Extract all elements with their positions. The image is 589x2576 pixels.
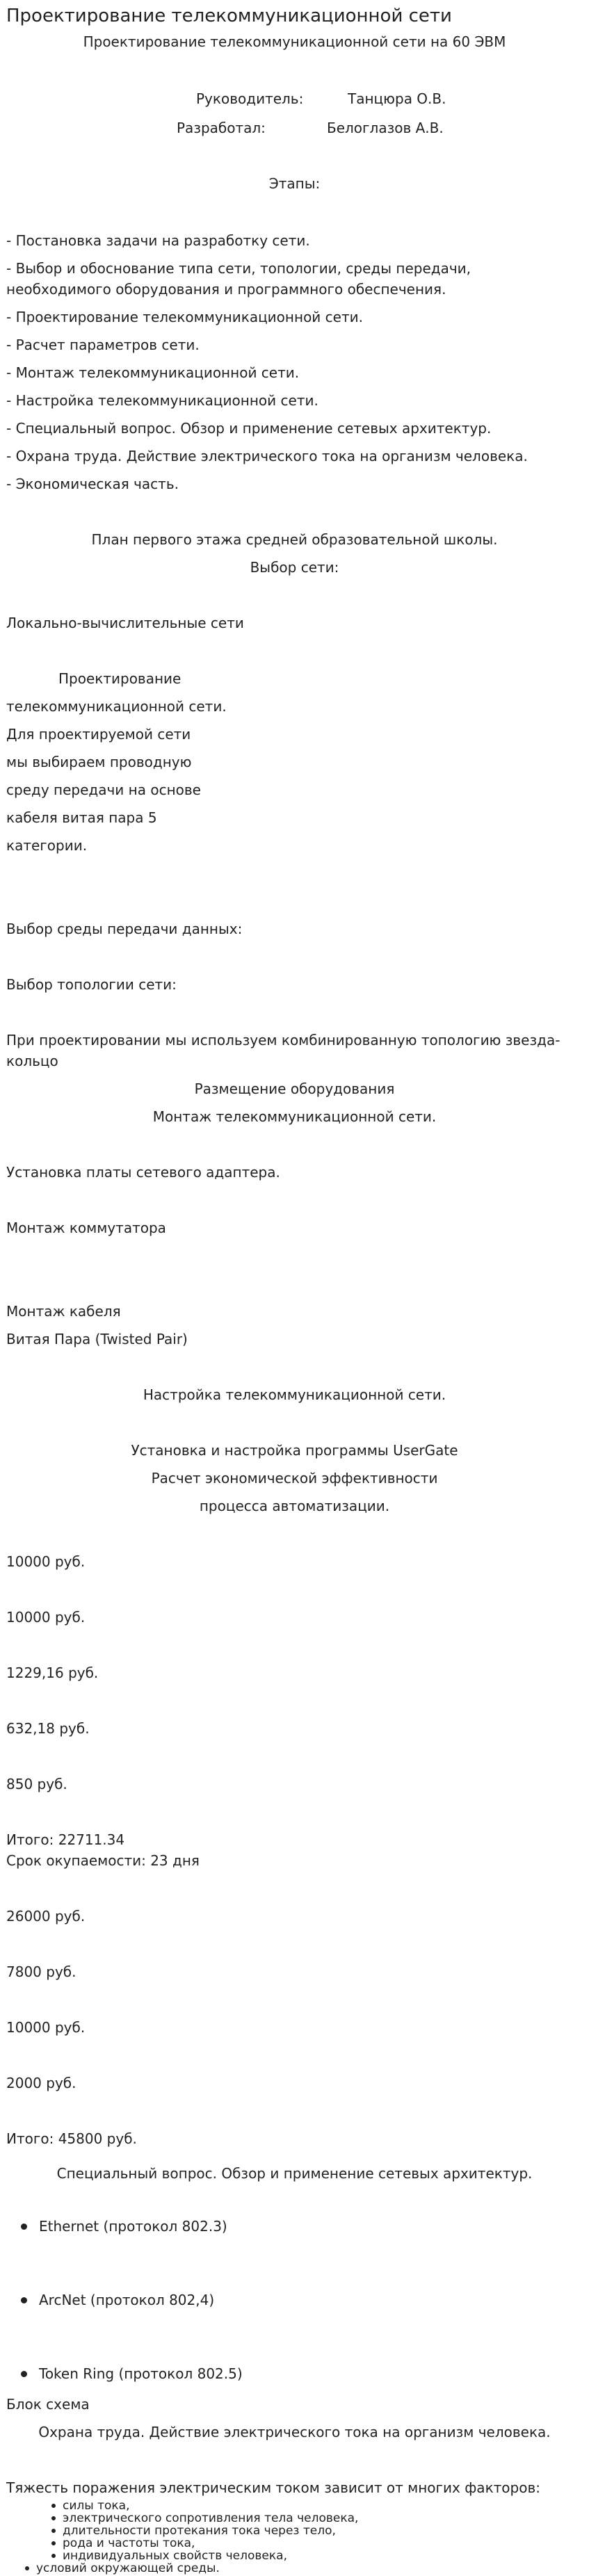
- bullet-icon: [51, 2554, 56, 2558]
- cost-value: 850 руб.: [6, 1776, 67, 1792]
- bullet-icon: [51, 2516, 56, 2520]
- cost-value: 10000 руб.: [6, 1609, 86, 1626]
- factor-item: рода и частоты тока,: [63, 2536, 195, 2550]
- payback-period: Срок окупаемости: 23 дня: [6, 1852, 200, 1869]
- economics-heading: Расчет экономической эффективности: [151, 1470, 438, 1487]
- developer-label: Разработал:: [177, 120, 266, 136]
- stage-item-continuation: необходимого оборудования и программного обеспечения.: [6, 281, 446, 298]
- twisted-pair-label: Витая Пара (Twisted Pair): [6, 1331, 188, 1347]
- network-type: Локально-вычислительные сети: [6, 615, 244, 631]
- developer-name: Белоглазов А.В.: [327, 120, 444, 136]
- design-paragraph-line: Проектирование: [58, 670, 181, 687]
- install-heading: Монтаж телекоммуникационной сети.: [152, 1108, 437, 1125]
- stage-item: - Расчет параметров сети.: [6, 337, 200, 353]
- design-paragraph-line: Для проектируемой сети: [6, 726, 191, 743]
- architecture-item: ArcNet (протокол 802,4): [39, 2292, 215, 2308]
- factor-item: силы тока,: [63, 2499, 130, 2513]
- cost-value: 10000 руб.: [6, 1553, 86, 1570]
- design-paragraph-line: телекоммуникационной сети.: [6, 698, 227, 715]
- stage-item: - Охрана труда. Действие электрического тока на организм человека.: [6, 448, 528, 464]
- cost-value: 26000 руб.: [6, 1908, 86, 1925]
- factor-item: индивидуальных свойств человека,: [63, 2549, 287, 2563]
- block-diagram-label: Блок схема: [6, 2396, 90, 2413]
- stage-item: - Монтаж телекоммуникационной сети.: [6, 364, 300, 381]
- stage-item: - Постановка задачи на разработку сети.: [6, 232, 310, 249]
- design-paragraph-line: среду передачи на основе: [6, 781, 201, 798]
- plan-heading: План первого этажа средней образовательной школы.: [91, 531, 498, 548]
- economics-heading-continuation: процесса автоматизации.: [199, 1498, 390, 1514]
- medium-choice-heading: Выбор среды передачи данных:: [6, 921, 243, 937]
- bullet-icon: [21, 2371, 27, 2377]
- bullet-icon: [51, 2504, 56, 2508]
- cost-value: 7800 руб.: [6, 1963, 76, 1980]
- factor-item: электрического сопротивления тела человека,: [63, 2511, 359, 2525]
- setup-heading: Настройка телекоммуникационной сети.: [143, 1386, 446, 1403]
- cost-value: 10000 руб.: [6, 2019, 86, 2036]
- cost-value: 2000 руб.: [6, 2075, 76, 2091]
- bullet-icon: [25, 2566, 29, 2570]
- page-title: Проектирование телекоммуникационной сети: [6, 6, 452, 26]
- supervisor-label: Руководитель:: [196, 90, 304, 107]
- stages-heading: Этапы:: [268, 175, 321, 192]
- cost-value: 1229,16 руб.: [6, 1664, 99, 1681]
- bullet-icon: [51, 2529, 56, 2533]
- bullet-icon: [21, 2297, 27, 2303]
- total-1: Итого: 22711.34: [6, 1831, 125, 1848]
- design-paragraph-line: категории.: [6, 837, 88, 854]
- architectures-heading: Специальный вопрос. Обзор и применение сетевых архитектур.: [56, 2165, 533, 2182]
- stage-item: - Проектирование телекоммуникационной сети.: [6, 309, 363, 325]
- bullet-icon: [21, 2223, 27, 2230]
- switch-install: Монтаж коммутатора: [6, 1220, 166, 1236]
- stage-item: - Экономическая часть.: [6, 476, 179, 492]
- topology-text-line: кольцо: [6, 1053, 58, 1069]
- design-paragraph-line: мы выбираем проводную: [6, 754, 192, 770]
- safety-heading: Охрана труда. Действие электрического тока на организм человека.: [38, 2424, 551, 2440]
- design-paragraph-line: кабеля витая пара 5: [6, 809, 157, 826]
- equipment-heading: Размещение оборудования: [194, 1080, 395, 1097]
- bullet-icon: [51, 2541, 56, 2545]
- stage-item: - Специальный вопрос. Обзор и применение сетевых архитектур.: [6, 420, 492, 437]
- page-subtitle: Проектирование телекоммуникационной сети на 60 ЭВМ: [83, 33, 506, 50]
- stage-item: - Настройка телекоммуникационной сети.: [6, 392, 318, 409]
- stage-item: - Выбор и обоснование типа сети, топологии, среды передачи,: [6, 260, 471, 277]
- factors-intro: Тяжесть поражения электрическим током зависит от многих факторов:: [6, 2479, 540, 2496]
- topology-text-line: При проектировании мы используем комбинированную топологию звезда-: [6, 1032, 560, 1048]
- total-2: Итого: 45800 руб.: [6, 2130, 137, 2147]
- architecture-item: Token Ring (протокол 802.5): [39, 2365, 243, 2382]
- cost-value: 632,18 руб.: [6, 1720, 90, 1737]
- topology-choice-heading: Выбор топологии сети:: [6, 976, 177, 993]
- supervisor-name: Танцюра О.В.: [348, 90, 446, 107]
- factor-item: длительности протекания тока через тело,: [63, 2524, 336, 2538]
- architecture-item: Ethernet (протокол 802.3): [39, 2218, 227, 2235]
- adapter-install: Установка платы сетевого адаптера.: [6, 1164, 280, 1181]
- factor-item: условий окружающей среды.: [36, 2561, 220, 2575]
- network-choice-heading: Выбор сети:: [250, 559, 339, 576]
- usergate-heading: Установка и настройка программы UserGate: [131, 1442, 458, 1459]
- cable-install: Монтаж кабеля: [6, 1303, 121, 1320]
